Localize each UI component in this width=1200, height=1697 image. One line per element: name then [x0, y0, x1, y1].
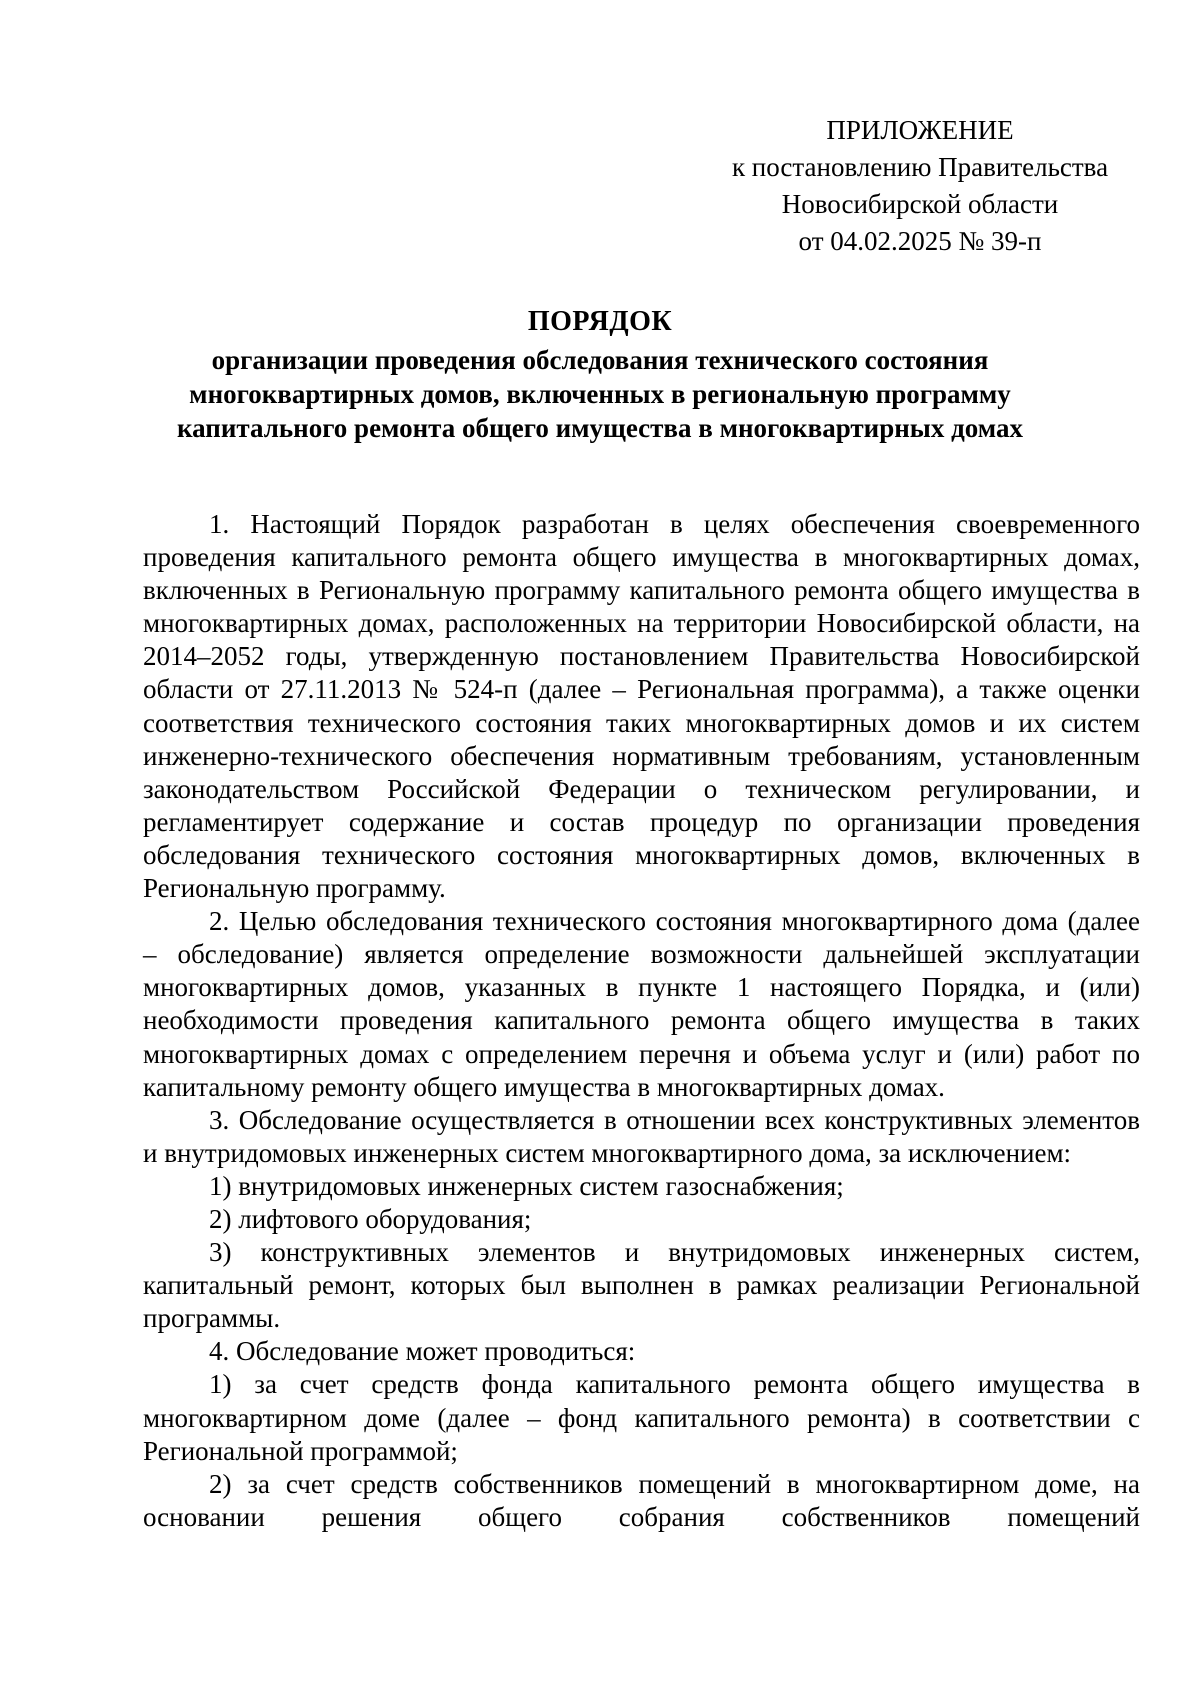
title-main: ПОРЯДОК — [527, 306, 673, 337]
list-item-3-3: 3) конструктивных элементов и внутридомовых инженерных систем, капитальный ремонт, которых был выполнен в рамках реализации Региональной программы. — [143, 1237, 1140, 1334]
document-title — [140, 305, 1060, 445]
list-item-3-1: 1) внутридомовых инженерных систем газоснабжения; — [209, 1170, 844, 1201]
appendix-label: ПРИЛОЖЕНИЕ — [826, 115, 1014, 145]
appendix-header — [700, 112, 1140, 260]
paragraph-2: 2. Целью обследования технического состояния многоквартирного дома (далее – обследование) является определение возможности дальнейшей эксплуатации многоквартирных домов, указанных в пункте 1 настоящего Порядка, и (или) необходимости проведения капитального ремонта общего имущества в таких многоквартирных домах с определением перечня и объема услуг и (или) работ по капитальному ремонту общего имущества в многоквартирных домах. — [143, 906, 1140, 1102]
paragraph-1: 1. Настоящий Порядок разработан в целях обеспечения своевременного проведения капитального ремонта общего имущества в многоквартирных домах, включенных в Региональную программу капитального ремонта общего имущества в многоквартирных домах, расположенных на территории Новосибирской области, на 2014–2052 годы, утвержденную постановлением Правительства Новосибирской области от 27.11.2013 № 524-п (далее – Региональная программа), а также оценки соответствия технического состояния таких многоквартирных домов и их систем инженерно-технического обеспечения нормативным требованиям, установленным законодательством Российской Федерации о техническом регулировании, и регламентирует содержание и состав процедур по организации проведения обследования технического состояния многоквартирных домов, включенных в Региональную программу. — [143, 509, 1140, 904]
appendix-region: Новосибирской области — [781, 189, 1059, 219]
appendix-date-number: от 04.02.2025 № 39-п — [798, 226, 1042, 256]
document-body — [143, 508, 1140, 1534]
paragraph-4: 4. Обследование может проводиться: — [209, 1336, 636, 1367]
list-item-3-2: 2) лифтового оборудования; — [209, 1203, 532, 1234]
list-item-4-1: 1) за счет средств фонда капитального ремонта общего имущества в многоквартирном доме (далее – фонд капитального ремонта) в соответствии с Региональной программой; — [143, 1369, 1140, 1466]
title-subtitle: организации проведения обследования технического состояния многоквартирных домов, включенных в региональную программу капитального ремонта общего имущества в многоквартирных домах — [177, 345, 1023, 443]
paragraph-3: 3. Обследование осуществляется в отношении всех конструктивных элементов и внутридомовых инженерных систем многоквартирного дома, за исключением: — [143, 1104, 1140, 1168]
appendix-resolution-ref: к постановлению Правительства — [731, 152, 1109, 182]
list-item-4-2: 2) за счет средств собственников помещений в многоквартирном доме, на основании решения общего собрания собственников помещений — [143, 1468, 1140, 1532]
